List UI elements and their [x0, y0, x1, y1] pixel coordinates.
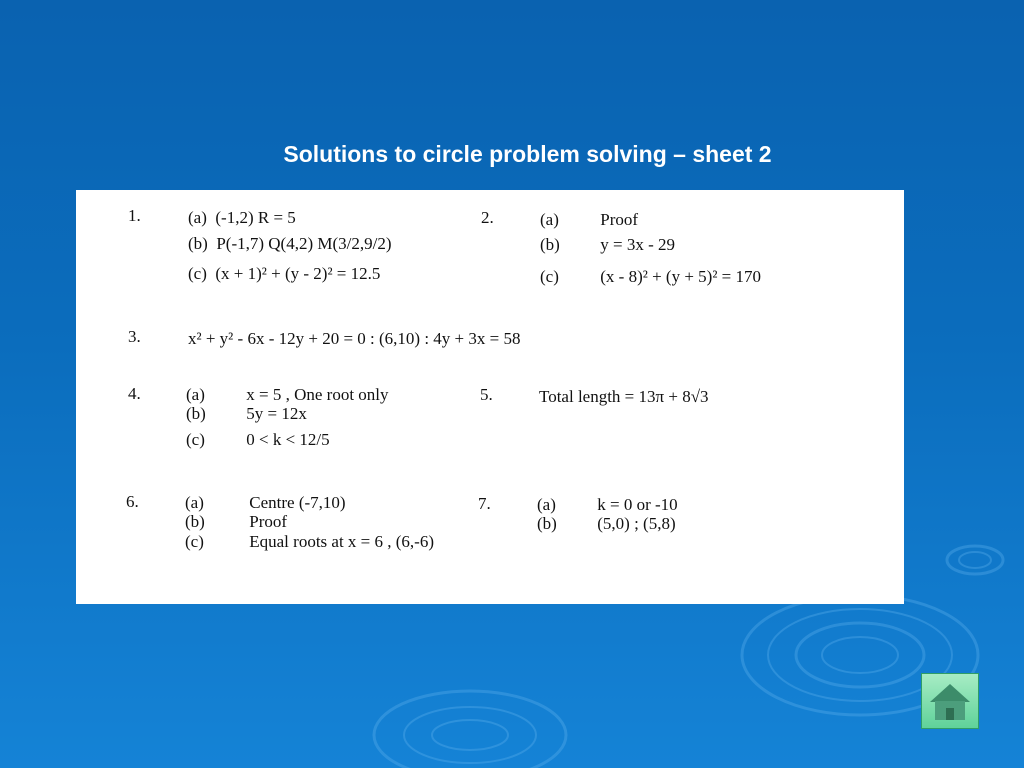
part-label: (a) — [537, 495, 556, 514]
answer-line — [185, 532, 434, 552]
part-label: (b) — [185, 512, 205, 531]
part-label: (b) — [186, 404, 206, 423]
answer-text: Proof — [249, 512, 288, 531]
answer-text: (-1,2) R = 5 — [215, 208, 296, 227]
answer-line — [186, 404, 307, 424]
answer-text: k = 0 or -10 — [597, 495, 678, 514]
answer-line — [540, 235, 675, 255]
home-button[interactable] — [921, 673, 979, 729]
part-label: (c) — [188, 264, 207, 283]
answer-line — [185, 512, 287, 532]
answer-line — [540, 210, 638, 230]
answer-text: x² + y² - 6x - 12y + 20 = 0 : (6,10) : 4y + 3x = 58 — [188, 329, 521, 348]
answer-text: x = 5 , One root only — [246, 385, 389, 404]
part-label: (c) — [540, 267, 559, 286]
answer-text: y = 3x - 29 — [600, 235, 675, 254]
answer-line — [539, 387, 709, 407]
part-label: (a) — [188, 208, 207, 227]
answer-text: 0 < k < 12/5 — [246, 430, 330, 449]
part-label: (b) — [540, 235, 560, 254]
answer-line — [537, 495, 678, 515]
question-number: 2. — [481, 208, 494, 227]
answer-line — [540, 267, 761, 287]
part-label: (b) — [537, 514, 557, 533]
answer-text: Total length = 13π + 8√3 — [539, 387, 709, 406]
answer-text: Centre (-7,10) — [249, 493, 346, 512]
answer-line — [185, 493, 346, 513]
question-number: 1. — [128, 206, 141, 225]
part-label: (c) — [186, 430, 205, 449]
answer-line — [186, 385, 389, 405]
question-number: 7. — [478, 494, 491, 513]
part-label: (c) — [185, 532, 204, 551]
answer-text: (x + 1)² + (y - 2)² = 12.5 — [215, 264, 381, 283]
part-label: (b) — [188, 234, 208, 253]
question-number: 5. — [480, 385, 493, 404]
answer-text: (5,0) ; (5,8) — [597, 514, 676, 533]
answer-text: 5y = 12x — [246, 404, 307, 423]
part-label: (a) — [186, 385, 205, 404]
answer-text: Equal roots at x = 6 , (6,-6) — [249, 532, 434, 551]
answer-text: Proof — [600, 210, 639, 229]
slide-title: Solutions to circle problem solving – sheet 2 — [283, 141, 772, 167]
answer-text: (x - 8)² + (y + 5)² = 170 — [600, 267, 762, 286]
answer-line — [537, 514, 676, 534]
answer-line — [188, 329, 520, 349]
part-label: (a) — [185, 493, 204, 512]
answer-text: P(-1,7) Q(4,2) M(3/2,9/2) — [216, 234, 392, 253]
question-number: 3. — [128, 327, 141, 346]
question-number: 6. — [126, 492, 139, 511]
part-label: (a) — [540, 210, 559, 229]
solutions-sheet — [76, 190, 904, 604]
answer-line — [188, 208, 296, 228]
answer-line — [188, 234, 392, 254]
answer-line — [186, 430, 330, 450]
home-icon — [922, 674, 978, 728]
question-number: 4. — [128, 384, 141, 403]
answer-line — [188, 264, 380, 284]
